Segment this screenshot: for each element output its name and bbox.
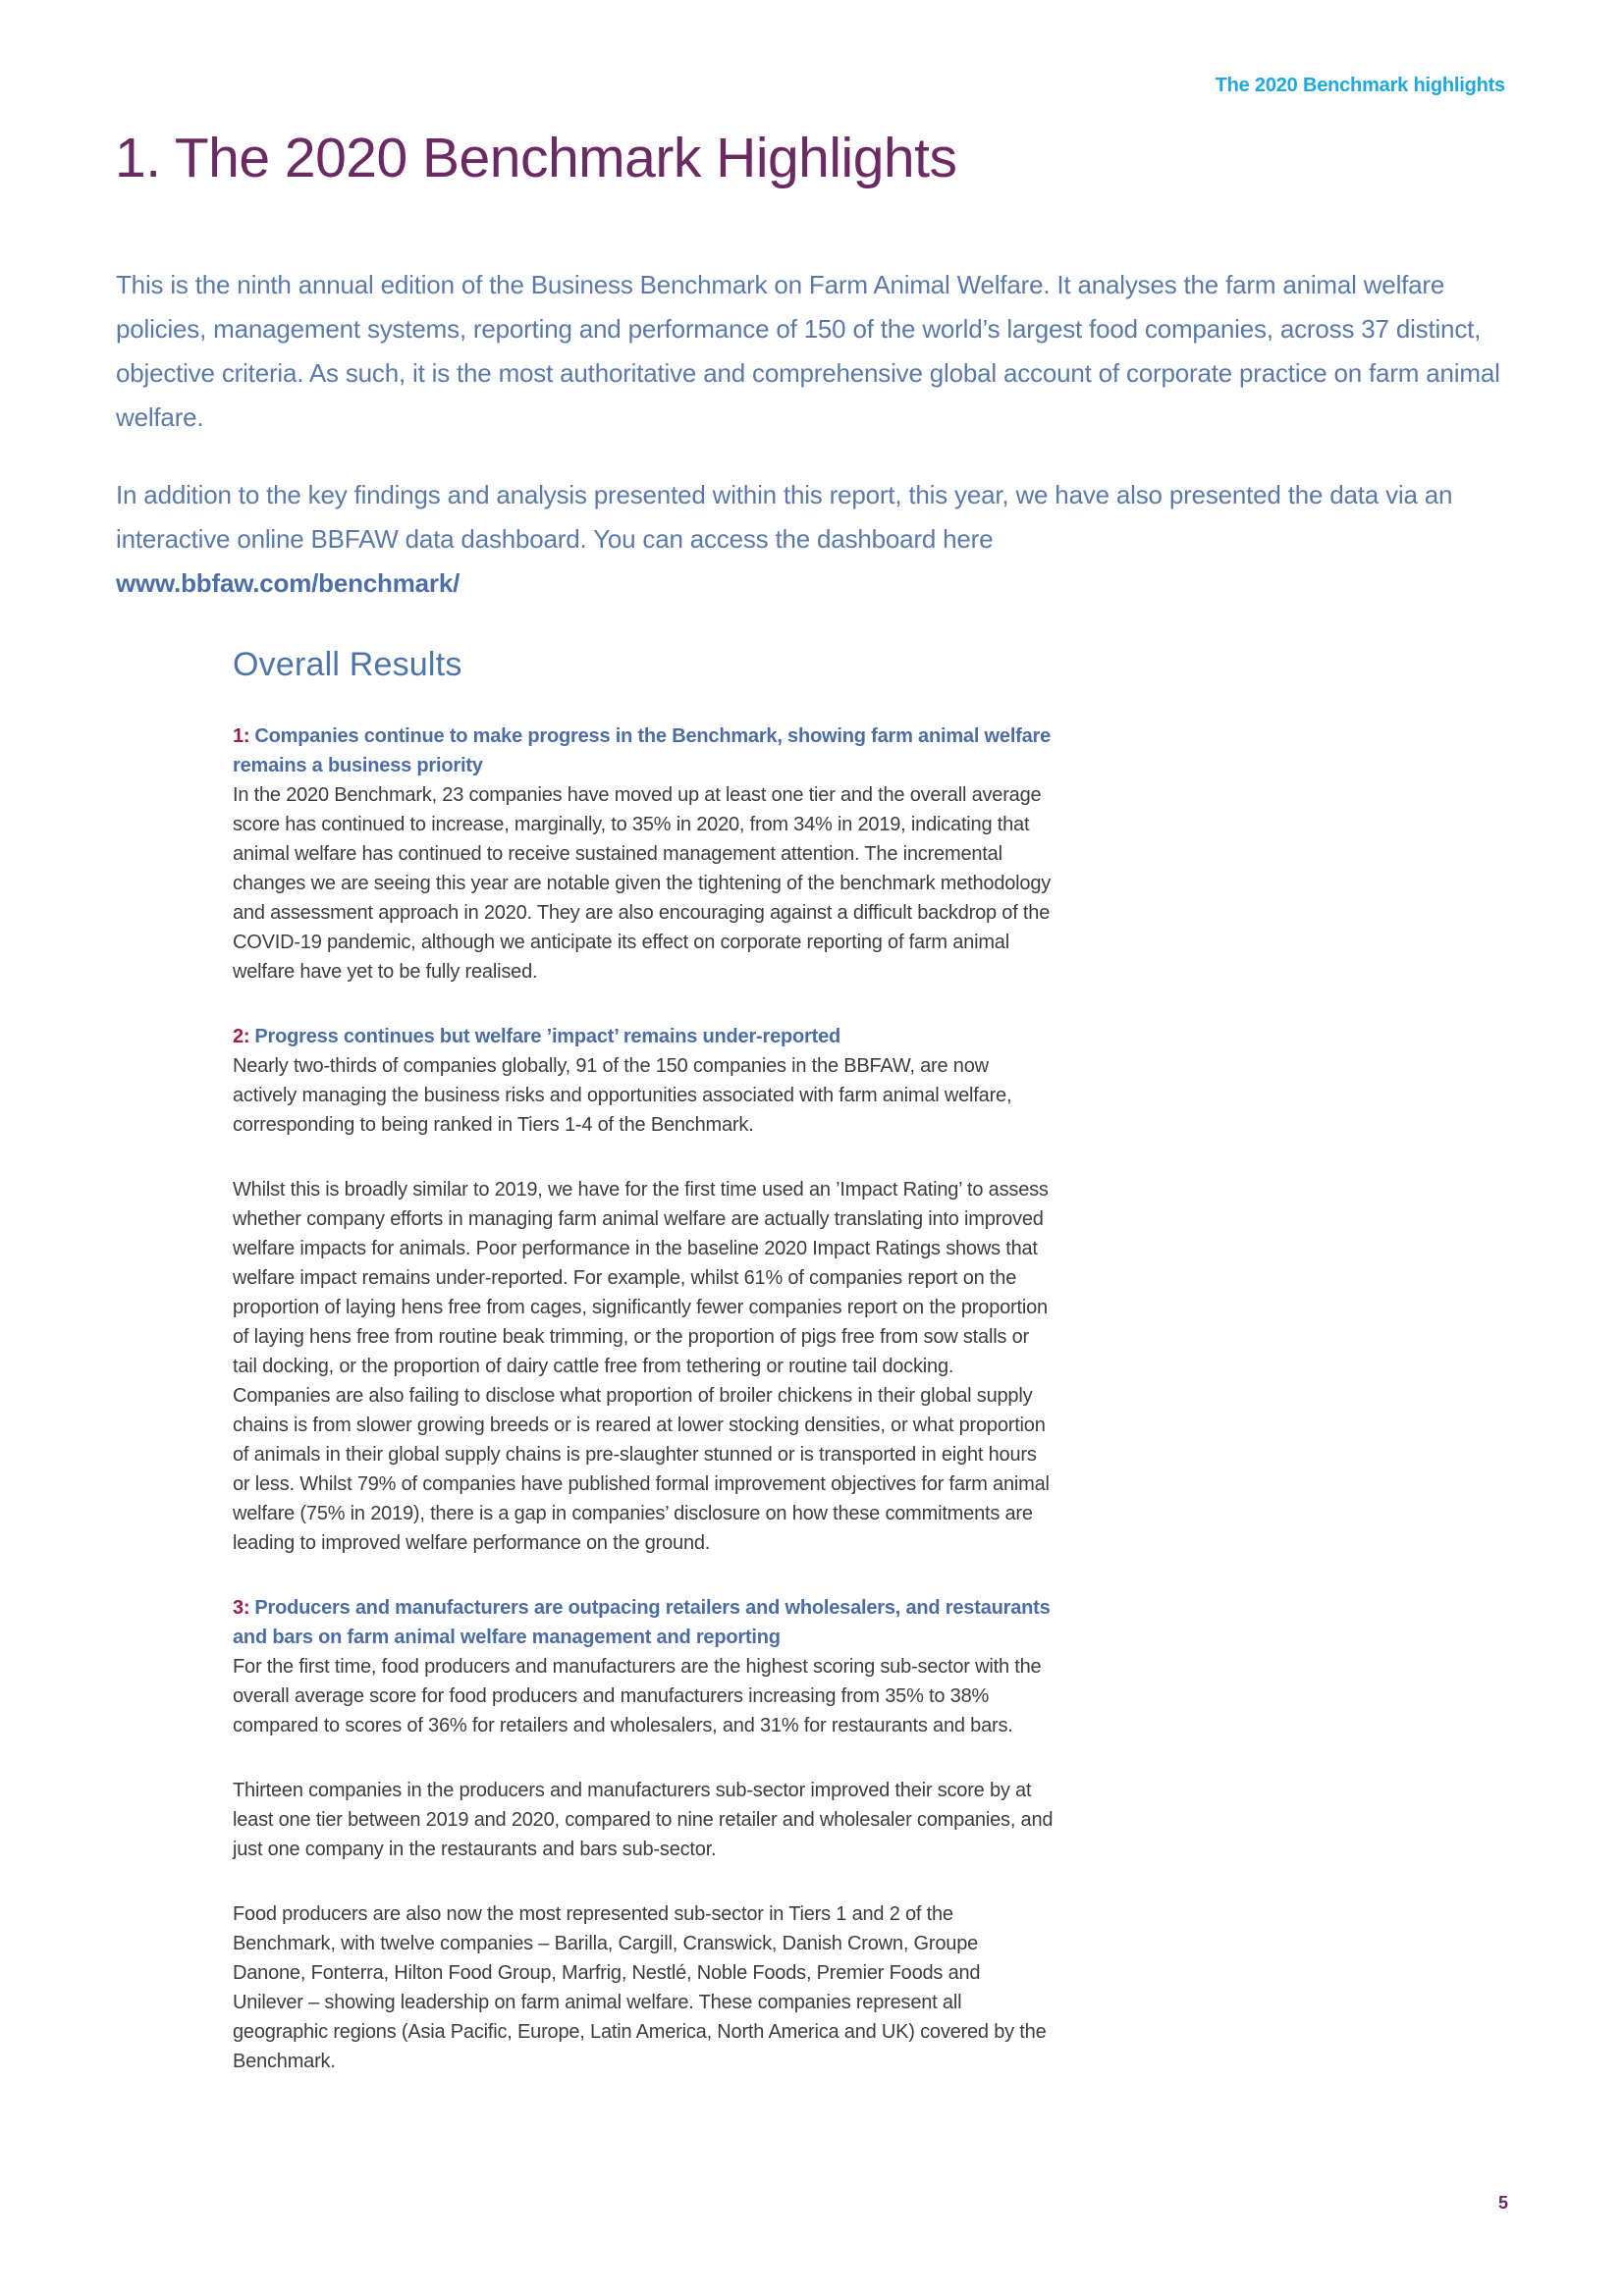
intro-section	[116, 263, 1502, 606]
finding-3-paragraph-1: For the first time, food producers and manufacturers are the highest scoring sub-sector with the overall average score for food producers and manufacturers increasing from 35% to 38% compared to scores of 36% for retailers and wholesalers, and 31% for restaurants and bars.	[233, 1656, 1042, 1736]
finding-3-number: 3:	[233, 1597, 250, 1619]
finding-1	[233, 721, 1056, 987]
finding-2-title-text: Progress continues but welfare ’impact’ remains under-reported	[254, 1026, 841, 1047]
page-title: 1. The 2020 Benchmark Highlights	[115, 127, 957, 189]
finding-1-title	[233, 721, 1056, 780]
dashboard-link[interactable]: www.bbfaw.com/benchmark/	[116, 568, 460, 598]
overall-results-heading: Overall Results	[233, 646, 462, 683]
finding-2-title	[233, 1022, 1056, 1051]
finding-3-paragraph-2: Thirteen companies in the producers and manufacturers sub-sector improved their score by at least one tier between 2019 and 2020, compared to nine retailer and wholesaler companies, and just one company in the restaurants and bars sub-sector.	[233, 1780, 1054, 1860]
running-header: The 2020 Benchmark highlights	[1215, 75, 1505, 96]
finding-1-number: 1:	[233, 725, 250, 747]
finding-3-title-text: Producers and manufacturers are outpacing retailers and wholesalers, and restaurants and bars on farm animal welfare management and reporting	[233, 1597, 1051, 1648]
finding-1-title-text: Companies continue to make progress in the Benchmark, showing farm animal welfare remains a business priority	[233, 725, 1052, 776]
intro-paragraph-2	[116, 473, 1502, 606]
finding-2	[233, 1022, 1056, 1558]
overall-results-section	[233, 646, 1056, 2111]
page-number: 5	[1497, 2193, 1508, 2213]
finding-2-number: 2:	[233, 1026, 250, 1047]
finding-3-paragraph-3: Food producers are also now the most represented sub-sector in Tiers 1 and 2 of the Benchmark, with twelve companies – Barilla, Cargill, Cranswick, Danish Crown, Groupe Danone, Fonterra, Hilton Food Group, Marfrig, Nestlé, Noble Foods, Premier Foods and Unilever – showing leadership on farm animal welfare. These companies represent all geographic regions (Asia Pacific, Europe, Latin America, North America and UK) covered by the Benchmark.	[233, 1903, 1047, 2072]
intro-paragraph-1: This is the ninth annual edition of the Business Benchmark on Farm Animal Welfare. It analyses the farm animal welfare policies, management systems, reporting and performance of 150 of the world’s largest food companies, across 37 distinct, objective criteria. As such, it is the most authoritative and comprehensive global account of corporate practice on farm animal welfare.	[116, 270, 1500, 432]
finding-2-paragraph-1: Nearly two-thirds of companies globally, 91 of the 150 companies in the BBFAW, are now actively managing the business risks and opportunities associated with farm animal welfare, corresponding to being ranked in Tiers 1-4 of the Benchmark.	[233, 1055, 1012, 1136]
finding-2-paragraph-2: Whilst this is broadly similar to 2019, we have for the first time used an ’Impact Rating’ to assess whether company efforts in managing farm animal welfare are actually translating into improved welfare impacts for animals. Poor performance in the baseline 2020 Impact Ratings shows that welfare impact remains under-reported. For example, whilst 61% of companies report on the proportion of laying hens free from cages, significantly fewer companies report on the proportion of laying hens free from routine beak trimming, or the proportion of pigs free from sow stalls or tail docking, or the proportion of dairy cattle free from tethering or routine tail docking. Companies are also failing to disclose what proportion of broiler chickens in their global supply chains is from slower growing breeds or is reared at lower stocking densities, or what proportion of animals in their global supply chains is pre-slaughter stunned or is transported in eight hours or less. Whilst 79% of companies have published formal improvement objectives for farm animal welfare (75% in 2019), there is a gap in companies’ disclosure on how these commitments are leading to improved welfare performance on the ground.	[233, 1179, 1050, 1554]
finding-3	[233, 1593, 1056, 2076]
finding-1-paragraph-1: In the 2020 Benchmark, 23 companies have moved up at least one tier and the overall average score has continued to increase, marginally, to 35% in 2020, from 34% in 2019, indicating that animal welfare has continued to receive sustained management attention. The incremental changes we are seeing this year are notable given the tightening of the benchmark methodology and assessment approach in 2020. They are also encouraging against a difficult backdrop of the COVID-19 pandemic, although we anticipate its effect on corporate reporting of farm animal welfare have yet to be fully realised.	[233, 784, 1052, 983]
finding-3-title	[233, 1593, 1056, 1652]
intro-paragraph-2-text: In addition to the key findings and analysis presented within this report, this year, we have also presented the data via an interactive online BBFAW data dashboard. You can access the dashboard here	[116, 480, 1453, 554]
